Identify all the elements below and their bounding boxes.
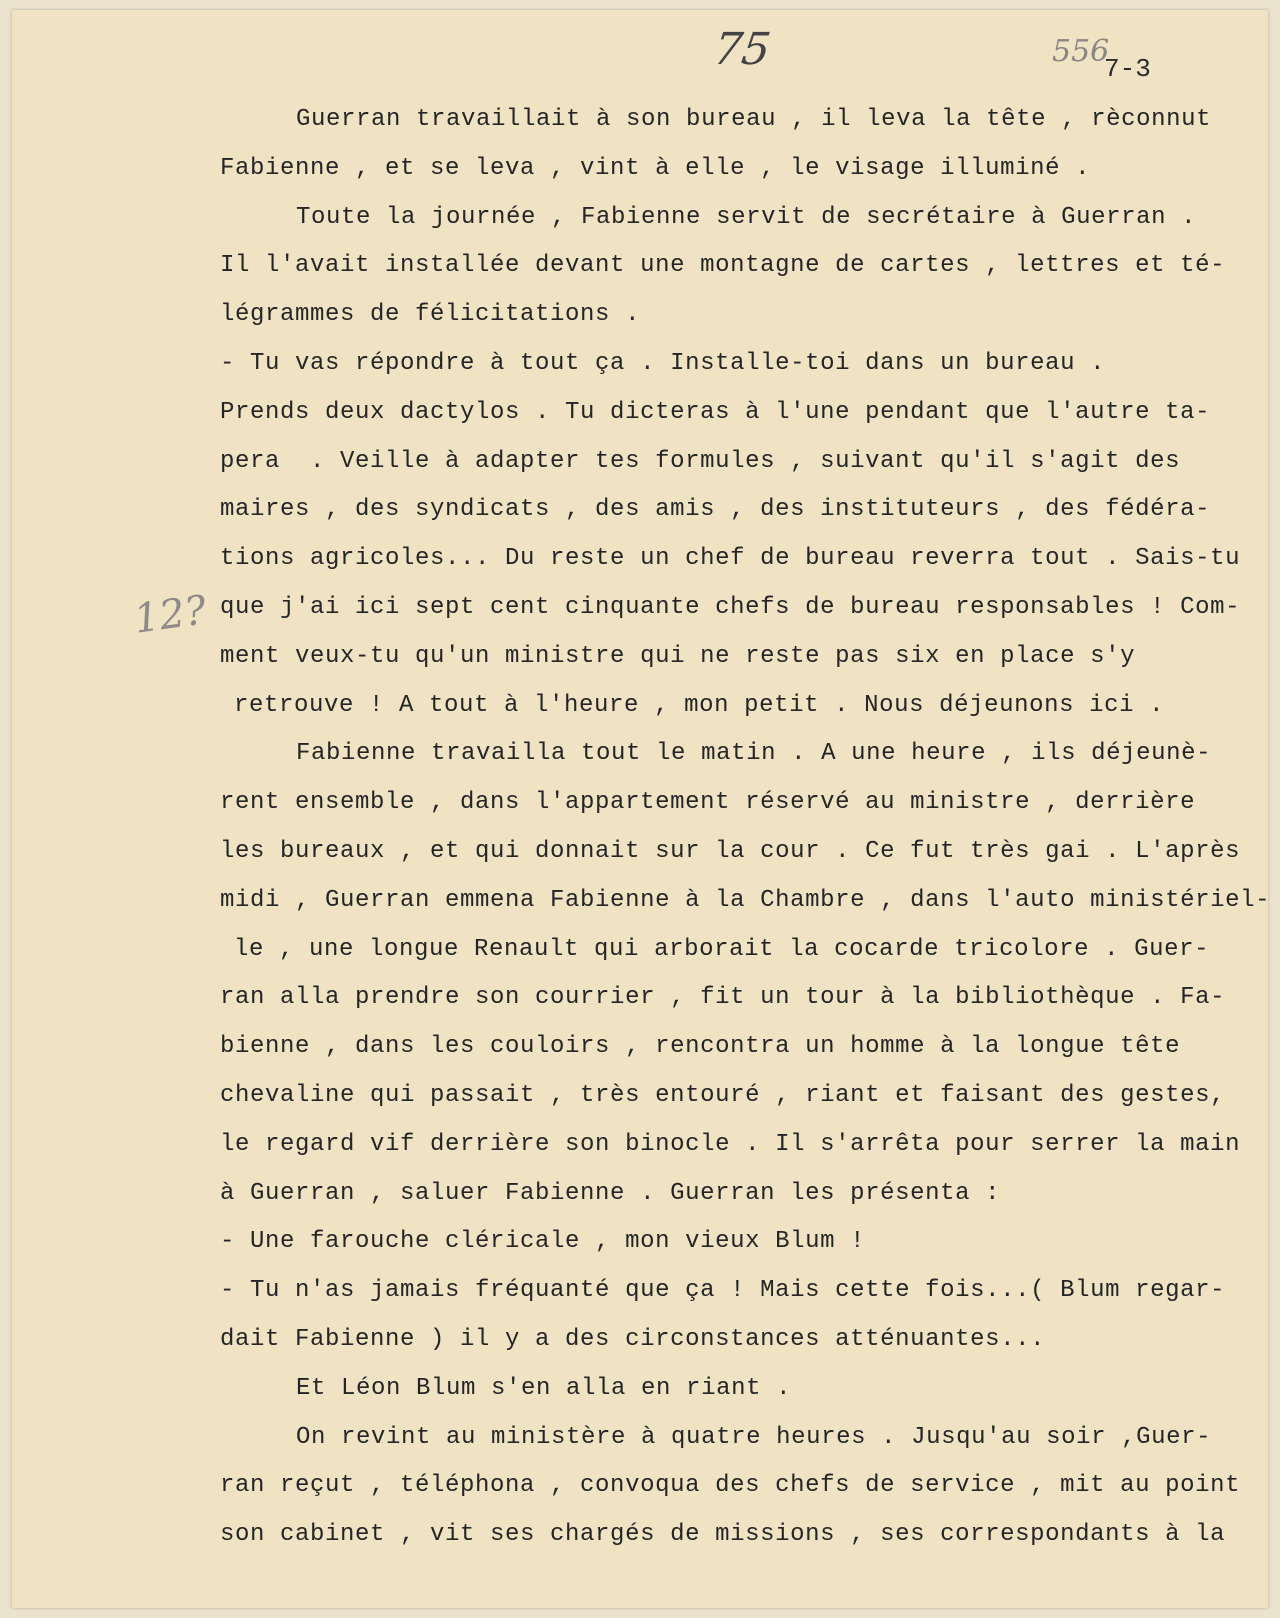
text-line: midi , Guerran emmena Fabienne à la Chambre , dans l'auto ministériel- [220, 886, 1271, 914]
text-line: ran reçut , téléphona , convoqua des chefs de service , mit au point [220, 1472, 1241, 1500]
text-line: - Une farouche cléricale , mon vieux Blum ! [220, 1228, 866, 1256]
text-line: Et Léon Blum s'en alla en riant . [296, 1374, 792, 1402]
text-line: ran alla prendre son courrier , fit un tour à la bibliothèque . Fa- [220, 984, 1226, 1012]
text-line: maires , des syndicats , des amis , des instituteurs , des fédéra- [220, 496, 1211, 524]
text-line: le , une longue Renault qui arborait la cocarde tricolore . Guer- [234, 935, 1210, 963]
text-line: rent ensemble , dans l'appartement réservé au ministre , derrière [220, 789, 1196, 817]
pencil-folio-number: 556 [1052, 34, 1110, 69]
text-line: les bureaux , et qui donnait sur la cour . Ce fut très gai . L'après [220, 837, 1241, 865]
text-line: Fabienne , et se leva , vint à elle , le visage illuminé . [220, 154, 1091, 182]
text-line: bienne , dans les couloirs , rencontra un homme à la longue tête [220, 1033, 1181, 1061]
text-line: Guerran travaillait à son bureau , il leva la tête , rèconnut [296, 106, 1212, 133]
text-line: Fabienne travailla tout le matin . A une heure , ils déjeunè- [296, 740, 1212, 768]
text-line: - Tu vas répondre à tout ça . Installe-toi dans un bureau . [220, 349, 1106, 377]
text-line: - Tu n'as jamais fréquanté que ça ! Mais cette fois...( Blum regar- [220, 1277, 1226, 1305]
text-line: Toute la journée , Fabienne servit de secrétaire à Guerran . [296, 203, 1197, 231]
text-line: que j'ai ici sept cent cinquante chefs de bureau responsables ! Com- [220, 593, 1241, 621]
typed-body-text [220, 96, 1271, 1560]
text-line: retrouve ! A tout à l'heure , mon petit . Nous déjeunons ici . [234, 691, 1165, 719]
document-page [12, 10, 1271, 1608]
text-line: On revint au ministère à quatre heures . Jusqu'au soir ,Guer- [296, 1423, 1212, 1451]
text-line: Il l'avait installée devant une montagne de cartes , lettres et té- [220, 252, 1226, 280]
text-line: légrammes de félicitations . [220, 301, 641, 329]
text-line: ment veux-tu qu'un ministre qui ne reste pas six en place s'y [220, 642, 1136, 670]
text-line: à Guerran , saluer Fabienne . Guerran les présenta : [220, 1179, 1001, 1207]
text-line: son cabinet , vit ses chargés de missions , ses correspondants à la [220, 1521, 1226, 1549]
text-line: pera . Veille à adapter tes formules , suivant qu'il s'agit des [220, 447, 1181, 475]
text-line: dait Fabienne ) il y a des circonstances atténuantes... [220, 1325, 1046, 1353]
page-reference: 7-3 [1104, 54, 1151, 84]
text-line: Prends deux dactylos . Tu dicteras à l'une pendant que l'autre ta- [220, 398, 1211, 426]
handwritten-folio-number: 75 [710, 24, 774, 75]
text-line: le regard vif derrière son binocle . Il s'arrêta pour serrer la main [220, 1130, 1241, 1158]
text-line: tions agricoles... Du reste un chef de bureau reverra tout . Sais-tu [220, 545, 1241, 573]
margin-annotation: 12? [131, 587, 210, 643]
text-line: chevaline qui passait , très entouré , riant et faisant des gestes, [220, 1081, 1226, 1109]
